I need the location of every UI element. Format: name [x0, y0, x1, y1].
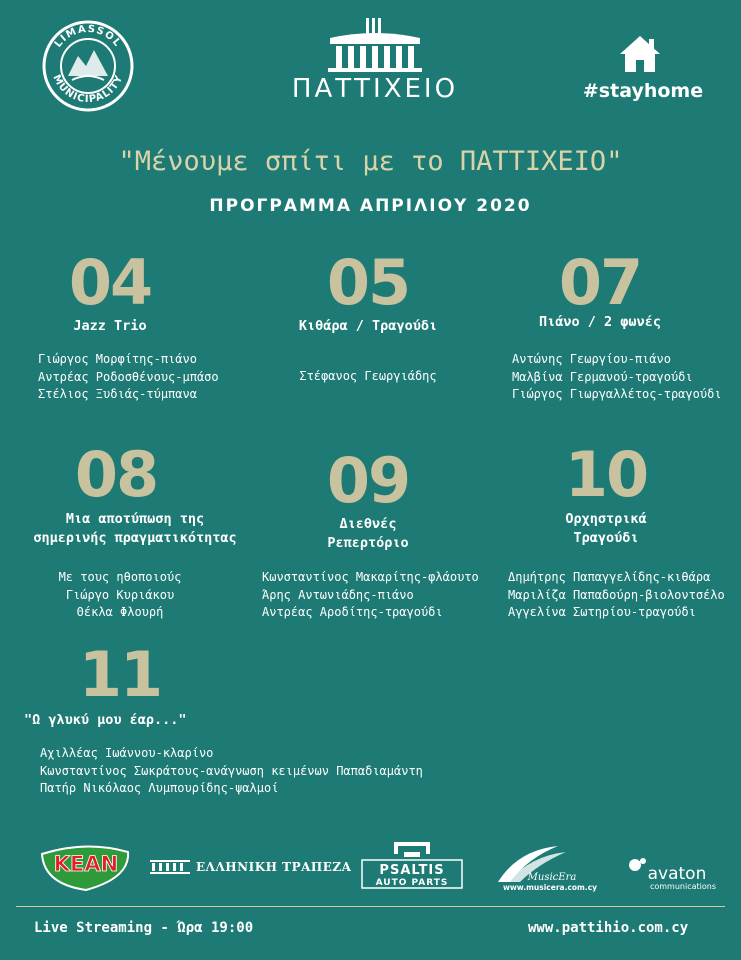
- event-title: Ορχηστρικά Τραγούδι: [565, 511, 647, 546]
- day-number: 10: [564, 438, 648, 511]
- performers-list: [512, 351, 722, 404]
- performers-list: [40, 745, 423, 798]
- performer-line: Στέφανος Γεωργιάδης: [299, 369, 437, 383]
- performer-line: Δημήτρης Παπαγγελίδης-κιθάρα: [508, 570, 711, 584]
- performer-line: Γιώργο Κυριάκου: [65, 587, 175, 602]
- performer-line: Πατήρ Νικόλαος Λυμπουρίδης-ψαλμοί: [40, 781, 279, 795]
- seal-text-bottom: MUNICIPALITY: [50, 73, 126, 106]
- day-number: 08: [74, 438, 158, 511]
- kean-text: KEAN: [53, 852, 119, 876]
- performer-line: Αντρέας Ροδοσθένους-μπάσο: [38, 369, 219, 384]
- performer-line: Αχιλλέας Ιωάννου-κλαρίνο: [40, 746, 214, 760]
- performer-line: Αντρέας Αροδίτης-τραγούδι: [262, 605, 443, 619]
- footer-divider: [16, 906, 725, 907]
- performer-line: Κωνσταντίνος Μακαρίτης-φλάουτο: [262, 570, 479, 584]
- performers-list: [30, 569, 210, 622]
- performers-list: [508, 569, 725, 622]
- musicera-logo: [488, 842, 598, 894]
- event-title: Πιάνο / 2 φωνές: [539, 314, 661, 330]
- main-title: "Μένουμε σπίτι με το ΠΑΤΤΙΧΕΙΟ": [118, 146, 623, 177]
- theatre-name: ΠΑΤΤΙΧΕΙΟ: [291, 74, 459, 104]
- day-number: 04: [68, 246, 152, 319]
- performers-list: [38, 351, 219, 404]
- day-number: 05: [326, 246, 410, 319]
- stayhome-hashtag: #stayhome: [582, 80, 704, 102]
- avaton-subtext: communications: [649, 882, 717, 891]
- svg-text:LIMASSOL: [53, 24, 124, 50]
- event-title: Jazz Trio: [73, 318, 147, 334]
- performer-line: Αντώνης Γεωργίου-πιάνο: [512, 352, 671, 366]
- performer-line: Με τους ηθοποιούς: [58, 570, 182, 584]
- limassol-municipality-seal: [42, 20, 134, 112]
- performer-line: Γιώργος Γιωργαλλέτος-τραγούδι: [512, 387, 722, 401]
- performer-line: Θέκλα Φλουρή: [76, 605, 164, 619]
- performer-line: Στέλιος Ξυδιάς-τύμπανα: [38, 387, 197, 401]
- avaton-text: avaton: [647, 864, 707, 884]
- day-number: 11: [78, 638, 162, 711]
- musicera-text: MusicEra: [527, 872, 577, 883]
- performers-list: [258, 368, 478, 386]
- columns-icon: [150, 860, 190, 874]
- performer-line: Μαλβίνα Γερμανού-τραγούδι: [512, 369, 693, 384]
- kean-logo: [36, 840, 134, 892]
- home-icon: [618, 34, 662, 74]
- performer-line: Άρης Αντωνιάδης-πιάνο: [262, 587, 414, 602]
- event-title: Κιθάρα / Τραγούδι: [298, 318, 438, 334]
- performers-list: [262, 569, 479, 622]
- website-link[interactable]: www.pattihio.com.cy: [528, 920, 689, 936]
- event-title: Διεθνές Ρεπερτόριο: [327, 516, 409, 551]
- psaltis-subtext: AUTO PARTS: [375, 878, 449, 888]
- psaltis-text: PSALTIS: [379, 863, 445, 878]
- performer-line: Κωνσταντίνος Σωκράτους-ανάγνωση κειμένων Παπαδιαμάντη: [40, 763, 423, 778]
- performer-line: Αγγελίνα Σωτηρίου-τραγούδι: [508, 605, 696, 619]
- psaltis-logo: [360, 842, 464, 892]
- day-number: 09: [326, 444, 410, 517]
- musicera-url: www.musicera.com.cy: [502, 883, 598, 892]
- performer-line: Μαριλίζα Παπαδούρη-βιολοντσέλο: [508, 587, 725, 602]
- event-title: Μια αποτύπωση της σημερινής πραγματικότητας: [33, 511, 237, 546]
- performer-line: Γιώργος Μορφίτης-πιάνο: [38, 352, 197, 366]
- bank-logo: [150, 860, 351, 874]
- avaton-logo: [625, 853, 717, 893]
- event-title: "Ω γλυκύ μου έαρ...": [24, 712, 187, 728]
- day-number: 07: [558, 246, 642, 319]
- live-streaming-time: Live Streaming - Ώρα 19:00: [34, 920, 254, 936]
- program-subtitle: ΠΡΟΓΡΑΜΜΑ ΑΠΡΙΛΙΟΥ 2020: [209, 196, 532, 216]
- seal-text-top: LIMASSOL: [52, 23, 124, 50]
- bank-name: ΕΛΛΗΝΙΚΗ ΤΡΑΠΕΖΑ: [196, 860, 352, 874]
